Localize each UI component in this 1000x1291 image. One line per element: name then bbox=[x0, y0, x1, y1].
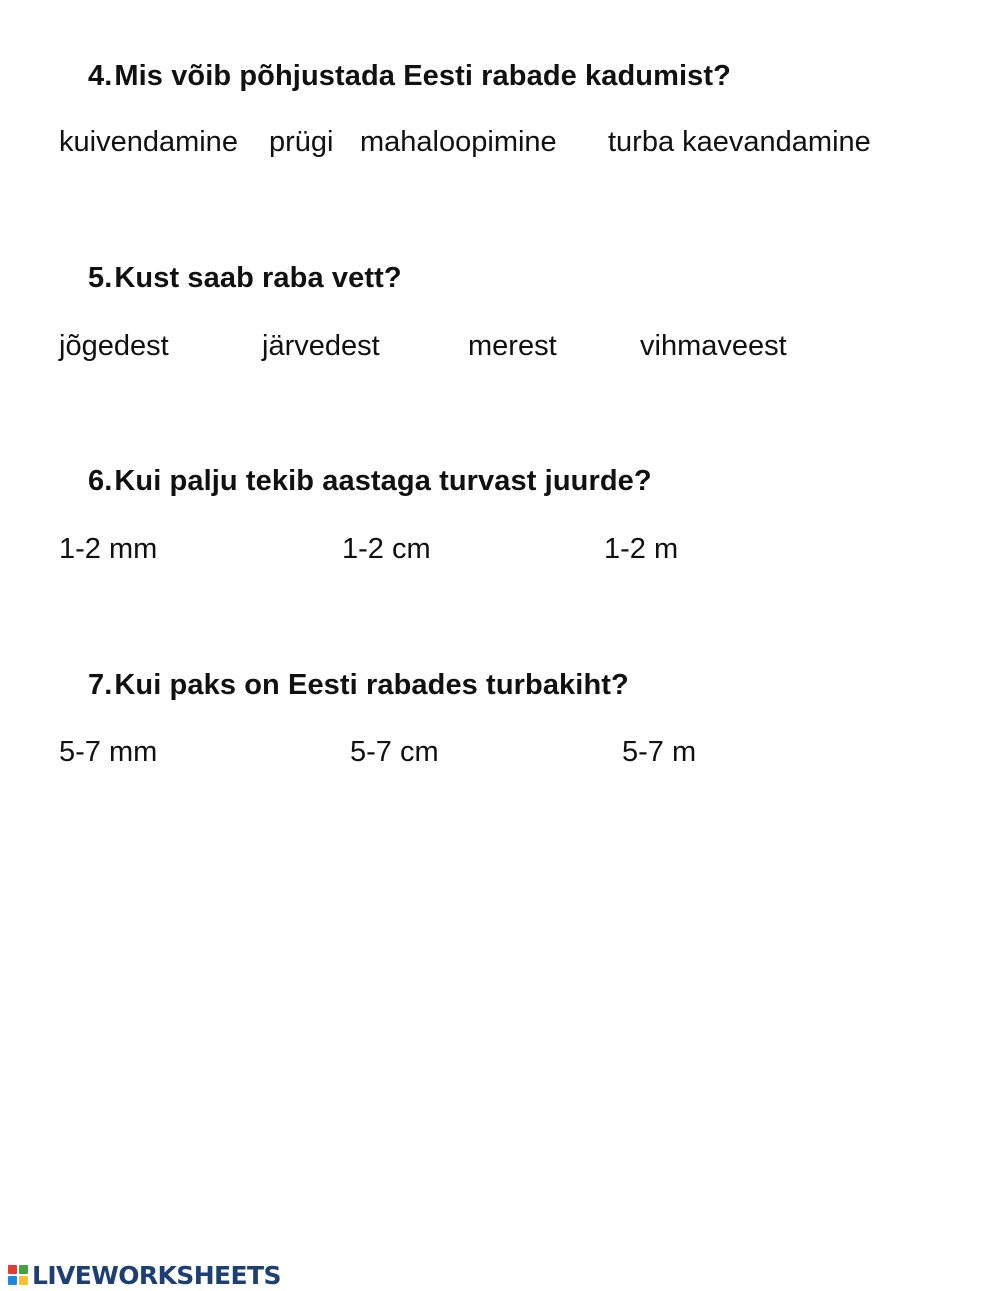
question-4-options bbox=[0, 126, 1000, 166]
option-mahaloopimine[interactable]: mahaloopimine bbox=[360, 126, 557, 158]
logo-square-green bbox=[19, 1265, 28, 1274]
question-text: Kui palju tekib aastaga turvast juurde? bbox=[114, 465, 652, 497]
logo-text: LIVEWORKSHEETS bbox=[32, 1260, 281, 1290]
option-5-7-mm[interactable]: 5-7 mm bbox=[59, 736, 158, 768]
logo-grid-icon bbox=[8, 1265, 28, 1285]
question-7-options bbox=[0, 736, 1000, 776]
question-number: 6. bbox=[88, 465, 113, 497]
question-number: 7. bbox=[88, 669, 113, 701]
option-1-2-m[interactable]: 1-2 m bbox=[604, 533, 679, 565]
question-4-title bbox=[88, 60, 731, 93]
logo-square-yellow bbox=[19, 1276, 28, 1285]
logo-square-blue bbox=[8, 1276, 17, 1285]
option-merest[interactable]: merest bbox=[468, 330, 557, 362]
question-text: Kui paks on Eesti rabades turbakiht? bbox=[114, 669, 629, 701]
liveworksheets-logo bbox=[8, 1260, 281, 1290]
option-prugi[interactable]: prügi bbox=[269, 126, 334, 158]
question-6-options bbox=[0, 533, 1000, 573]
option-vihmaveest[interactable]: vihmaveest bbox=[640, 330, 787, 362]
question-7-title bbox=[88, 669, 629, 702]
question-text: Mis võib põhjustada Eesti rabade kadumist? bbox=[114, 60, 731, 92]
option-jogedest[interactable]: jõgedest bbox=[59, 330, 169, 362]
option-5-7-cm[interactable]: 5-7 cm bbox=[350, 736, 439, 768]
question-number: 5. bbox=[88, 262, 113, 294]
option-1-2-cm[interactable]: 1-2 cm bbox=[342, 533, 431, 565]
option-5-7-m[interactable]: 5-7 m bbox=[622, 736, 697, 768]
option-kuivendamine[interactable]: kuivendamine bbox=[59, 126, 238, 158]
question-6-title bbox=[88, 465, 652, 498]
question-number: 4. bbox=[88, 60, 113, 92]
option-jarvedest[interactable]: järvedest bbox=[262, 330, 380, 362]
option-1-2-mm[interactable]: 1-2 mm bbox=[59, 533, 158, 565]
logo-square-red bbox=[8, 1265, 17, 1274]
question-5-title bbox=[88, 262, 402, 295]
option-turba-kaevandamine[interactable]: turba kaevandamine bbox=[608, 126, 871, 158]
question-text: Kust saab raba vett? bbox=[114, 262, 402, 294]
question-5-options bbox=[0, 330, 1000, 370]
